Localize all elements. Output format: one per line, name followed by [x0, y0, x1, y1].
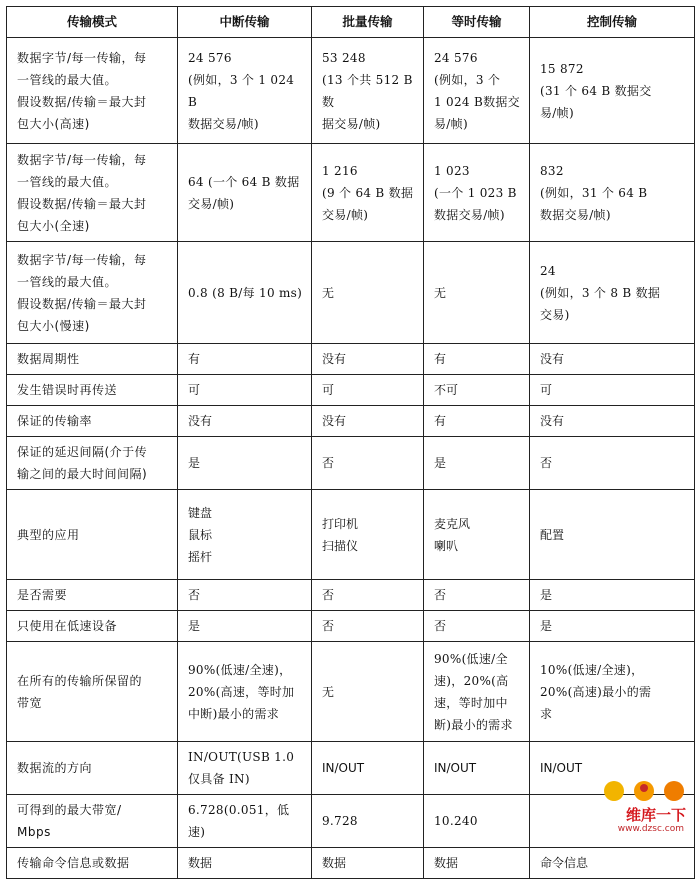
header-row — [7, 7, 695, 38]
header-interrupt: 中断传输 — [178, 7, 312, 38]
row-label: 发生错误时再传送 — [7, 375, 178, 406]
table-row — [7, 848, 695, 879]
table-cell: 无 — [312, 642, 424, 742]
table-cell: 10%(低速/全速)， 20%(高速)最小的需 求 — [530, 642, 695, 742]
table-cell: 53 248 (13 个共 512 B 数 据交易/帧) — [312, 38, 424, 144]
table-row — [7, 406, 695, 437]
row-label: 数据流的方向 — [7, 742, 178, 795]
table-cell: 6.728(0.051，低速) — [178, 795, 312, 848]
table-cell: 数据 — [312, 848, 424, 879]
table-cell: 否 — [424, 611, 530, 642]
table-cell: IN/OUT — [424, 742, 530, 795]
table-cell: 是 — [424, 437, 530, 490]
watermark-url: www.dzsc.com — [617, 824, 684, 834]
table-cell: 是 — [178, 437, 312, 490]
header-isochronous: 等时传输 — [424, 7, 530, 38]
table-cell: 有 — [424, 406, 530, 437]
table-cell: 90%(低速/全速)， 20%(高速，等时加 中断)最小的需求 — [178, 642, 312, 742]
table-cell: 没有 — [530, 406, 695, 437]
row-label: 可得到的最大带宽/ Mbps — [7, 795, 178, 848]
row-label: 数据字节/每一传输，每 一管线的最大值。 假设数据/传输＝最大封 包大小(高速) — [7, 38, 178, 144]
table-cell: 有 — [424, 344, 530, 375]
table-cell: 配置 — [530, 490, 695, 580]
table-cell: 命令信息 — [530, 848, 695, 879]
table-cell: 15 872 (31 个 64 B 数据交 易/帧) — [530, 38, 695, 144]
table-cell: 可 — [530, 375, 695, 406]
table-cell: 没有 — [312, 344, 424, 375]
watermark-brand: 维库一下 — [625, 806, 686, 824]
row-label: 传输命令信息或数据 — [7, 848, 178, 879]
row-label: 数据字节/每一传输，每 一管线的最大值。 假设数据/传输＝最大封 包大小(慢速) — [7, 242, 178, 344]
table-cell: 832 (例如，31 个 64 B 数据交易/帧) — [530, 144, 695, 242]
row-label: 在所有的传输所保留的 带宽 — [7, 642, 178, 742]
row-label: 保证的延迟间隔(介于传 输之间的最大时间间隔) — [7, 437, 178, 490]
table-cell: 是 — [530, 611, 695, 642]
table-cell: 否 — [424, 580, 530, 611]
table-cell: 是 — [178, 611, 312, 642]
watermark — [592, 776, 696, 840]
table-cell: 90%(低速/全 速)，20%(高 速，等时加中 断)最小的需求 — [424, 642, 530, 742]
table-cell: 无 — [312, 242, 424, 344]
table-row — [7, 611, 695, 642]
table-cell: 可 — [178, 375, 312, 406]
header-control: 控制传输 — [530, 7, 695, 38]
table-cell: 没有 — [178, 406, 312, 437]
table-row — [7, 344, 695, 375]
watermark-logo-icon — [600, 778, 688, 804]
table-row — [7, 437, 695, 490]
usb-transfer-comparison-table — [6, 6, 695, 879]
table-cell: 数据 — [424, 848, 530, 879]
table-cell: 1 023 (一个 1 023 B 数据交易/帧) — [424, 144, 530, 242]
table-cell: IN/OUT — [312, 742, 424, 795]
row-label: 是否需要 — [7, 580, 178, 611]
table-cell: 没有 — [312, 406, 424, 437]
table-cell: 有 — [178, 344, 312, 375]
table-cell: 是 — [530, 580, 695, 611]
header-bulk: 批量传输 — [312, 7, 424, 38]
table-cell: 麦克风 喇叭 — [424, 490, 530, 580]
table-row — [7, 38, 695, 144]
table-cell: IN/OUT(USB 1.0 仅具备 IN) — [178, 742, 312, 795]
row-label: 只使用在低速设备 — [7, 611, 178, 642]
table-cell: 否 — [312, 611, 424, 642]
table-cell: 打印机 扫描仪 — [312, 490, 424, 580]
table-cell: 9.728 — [312, 795, 424, 848]
table-cell: 10.240 — [424, 795, 530, 848]
table-cell: 数据 — [178, 848, 312, 879]
table-row — [7, 375, 695, 406]
table-cell: 否 — [312, 437, 424, 490]
table-row — [7, 642, 695, 742]
table-row — [7, 144, 695, 242]
table-row — [7, 242, 695, 344]
table-row — [7, 490, 695, 580]
table-row — [7, 580, 695, 611]
table-cell: 可 — [312, 375, 424, 406]
header-transfer-mode: 传输模式 — [7, 7, 178, 38]
table-cell: IN/OUT — [530, 742, 695, 795]
row-label: 保证的传输率 — [7, 406, 178, 437]
table-cell: 1 216 (9 个 64 B 数据 交易/帧) — [312, 144, 424, 242]
table-cell: 否 — [312, 580, 424, 611]
table-cell: 24 576 (例如，3 个 1 024 B 数据交易/帧) — [178, 38, 312, 144]
row-label: 典型的应用 — [7, 490, 178, 580]
table-cell: 没有 — [530, 344, 695, 375]
table-cell: 64 (一个 64 B 数据 交易/帧) — [178, 144, 312, 242]
table-cell: 24 (例如，3 个 8 B 数据 交易) — [530, 242, 695, 344]
table-cell: 键盘 鼠标 摇杆 — [178, 490, 312, 580]
row-label: 数据周期性 — [7, 344, 178, 375]
row-label: 数据字节/每一传输，每 一管线的最大值。 假设数据/传输＝最大封 包大小(全速) — [7, 144, 178, 242]
table-cell: 不可 — [424, 375, 530, 406]
table-cell: 0.8 (8 B/每 10 ms) — [178, 242, 312, 344]
table-cell: 无 — [424, 242, 530, 344]
table-cell: 24 576 (例如，3 个 1 024 B数据交 易/帧) — [424, 38, 530, 144]
table-cell: 否 — [530, 437, 695, 490]
table-cell: 否 — [178, 580, 312, 611]
